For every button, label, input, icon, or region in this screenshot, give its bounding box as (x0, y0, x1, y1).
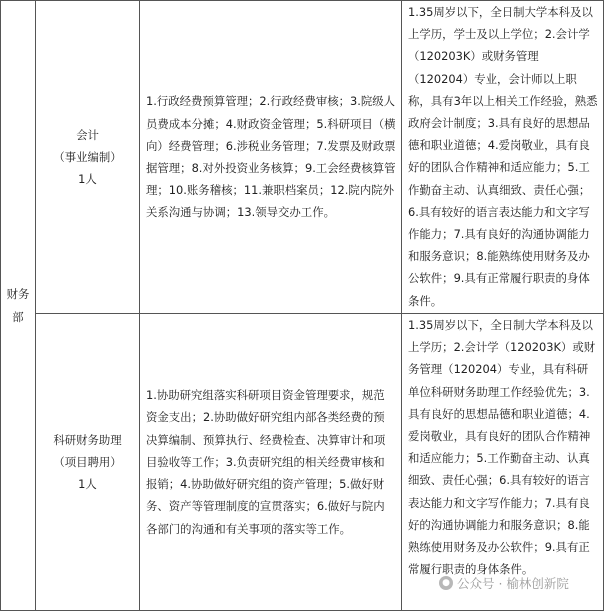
department-label-line1: 财务 (6, 287, 30, 302)
post-name: 科研财务助理 (53, 432, 122, 447)
watermark-text: 公众号 · 榆林创新院 (457, 576, 569, 591)
table-row (1, 314, 604, 611)
post-type: （事业编制） (53, 149, 122, 164)
department-cell (1, 1, 36, 611)
post-name: 会计 (76, 127, 99, 142)
watermark (439, 574, 569, 592)
post-cell (36, 1, 140, 314)
wechat-icon: ● (439, 576, 453, 590)
requirements-cell: 1.35周岁以下，全日制大学本科及以上学历；2.会计学（120203K）或财务管理（120204）专业，具有科研单位科研财务助理工作经验优先；3.具有良好的思想品德和职业道德；4.爱岗敬业，具有良好的团队合作精神和适应能力；5.工作勤奋主动、认真细致、责任心强；6.具有较好的语言表达能力和文字写作能力；7.具有良好的沟通协调能力和服务意识；8.能熟练使用财务及办公软件；9.具有正常履行职责的身体条件。 (402, 314, 604, 611)
duties-cell: 1.协助研究组落实科研项目资金管理要求，规范资金支出；2.协助做好研究组内部各类经费的预决算编制、预算执行、经费检查、决算审计和项目验收等工作；3.负责研究组的相关经费审核和报销；4.协助做好研究组的资产管理；5.做好财务、资产等管理制度的宣贯落实；6.做好与院内各部门的沟通和有关事项的落实等工作。 (140, 314, 402, 611)
post-cell (36, 314, 140, 611)
post-headcount: 1人 (78, 172, 97, 187)
duties-cell: 1.行政经费预算管理；2.行政经费审核；3.院级人员费成本分摊；4.财政资金管理；5.科研项目（横向）经费管理；6.涉税业务管理；7.发票及财政票据管理；8.对外投资业务核算；9.工会经费核算管理；10.账务稽核；11.兼职档案员；12.院内院外关系沟通与协调；13.领导交办工作。 (140, 1, 402, 314)
requirements-cell: 1.35周岁以下，全日制大学本科及以上学历，学士及以上学位；2.会计学（120203K）或财务管理（120204）专业，会计师以上职称，具有3年以上相关工作经验，熟悉政府会计制度；3.具有良好的思想品德和职业道德；4.爱岗敬业，具有良好的团队合作精神和适应能力；5.工作勤奋主动、认真细致、责任心强；6.具有较好的语言表达能力和文字写作能力；7.具有良好的沟通协调能力和服务意识；8.能熟练使用财务及办公软件；9.具有正常履行职责的身体条件。 (402, 1, 604, 314)
post-headcount: 1人 (78, 477, 97, 492)
department-label-line2: 部 (12, 309, 24, 324)
table-row (1, 1, 604, 314)
post-type: （项目聘用） (53, 454, 122, 469)
